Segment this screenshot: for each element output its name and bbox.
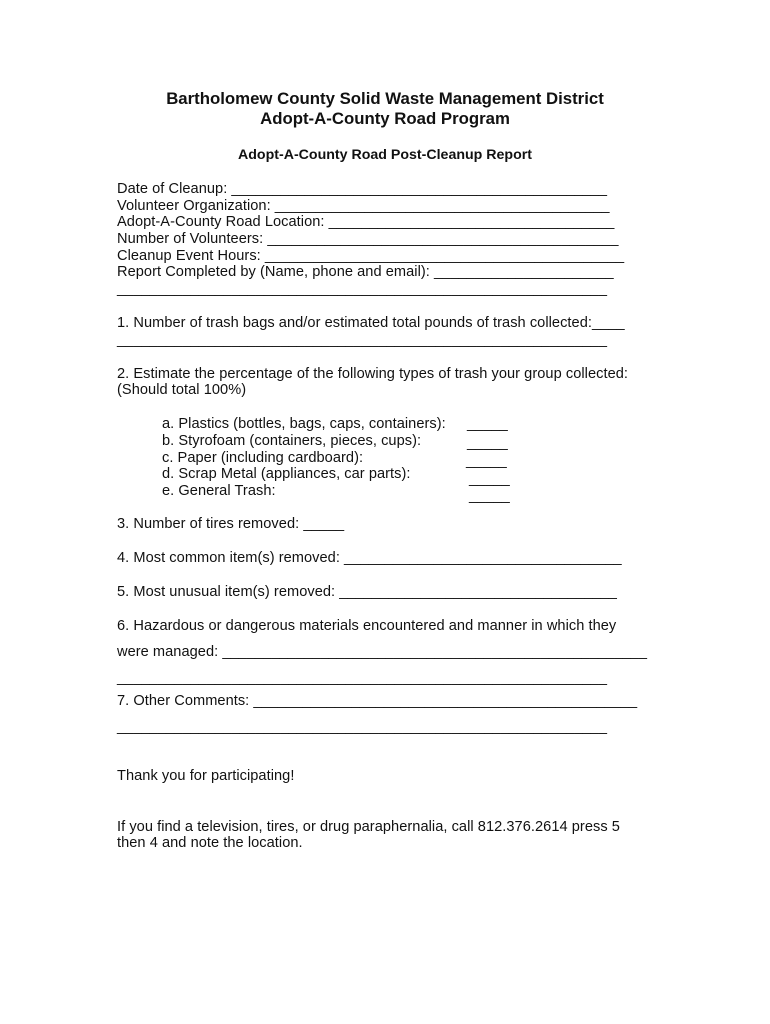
question-1-trash-bags[interactable]: 1. Number of trash bags and/or estimated total pounds of trash collected:____ xyxy=(117,315,625,331)
question-6-blank-line[interactable]: ____________________________________________________________ xyxy=(117,670,607,686)
question-5-most-unusual-items[interactable]: 5. Most unusual item(s) removed: __________________________________ xyxy=(117,584,617,600)
road-location-field[interactable]: Adopt-A-County Road Location: ___________________________________ xyxy=(117,214,615,230)
report-completed-by-field[interactable]: Report Completed by (Name, phone and email): ______________________ xyxy=(117,264,614,280)
question-7-blank-line[interactable]: ____________________________________________________________ xyxy=(117,719,607,735)
program-title: Adopt-A-County Road Program xyxy=(260,109,510,128)
trash-type-paper-label: c. Paper (including cardboard): xyxy=(162,450,364,466)
trash-type-plastics-blank[interactable]: _____ xyxy=(467,416,508,432)
trash-type-general-label: e. General Trash: xyxy=(162,483,276,499)
number-of-volunteers-field[interactable]: Number of Volunteers: ___________________________________________ xyxy=(117,231,619,247)
trash-type-styrofoam-label: b. Styrofoam (containers, pieces, cups): xyxy=(162,433,422,449)
question-6-hazardous-prompt: 6. Hazardous or dangerous materials encountered and manner in which they xyxy=(117,618,617,634)
question-4-most-common-items[interactable]: 4. Most common item(s) removed: __________________________________ xyxy=(117,550,622,566)
hotline-notice-line-1: If you find a television, tires, or drug paraphernalia, call 812.376.2614 press 5 xyxy=(117,819,620,835)
question-7-other-comments[interactable]: 7. Other Comments: _______________________________________________ xyxy=(117,693,638,709)
question-6-managed-field[interactable]: were managed: ____________________________________________________ xyxy=(117,644,647,660)
trash-type-scrap-metal-label: d. Scrap Metal (appliances, car parts): xyxy=(162,466,411,482)
question-1-blank-line[interactable]: ____________________________________________________________ xyxy=(117,332,607,348)
date-of-cleanup-field[interactable]: Date of Cleanup: ______________________________________________ xyxy=(117,181,608,197)
report-completed-by-continued-field[interactable]: ____________________________________________________________ xyxy=(117,281,607,297)
trash-type-paper-blank[interactable]: _____ xyxy=(466,453,507,469)
district-title: Bartholomew County Solid Waste Management District xyxy=(166,89,604,108)
hotline-notice-line-2: then 4 and note the location. xyxy=(117,835,303,851)
trash-type-styrofoam-blank[interactable]: _____ xyxy=(467,435,508,451)
question-2-note: (Should total 100%) xyxy=(117,382,247,398)
question-3-tires-removed[interactable]: 3. Number of tires removed: _____ xyxy=(117,516,345,532)
volunteer-organization-field[interactable]: Volunteer Organization: _________________________________________ xyxy=(117,198,610,214)
trash-type-scrap-metal-blank[interactable]: _____ xyxy=(469,471,510,487)
trash-type-plastics-label: a. Plastics (bottles, bags, caps, containers): xyxy=(162,416,446,432)
trash-type-general-blank[interactable]: _____ xyxy=(469,488,510,504)
cleanup-event-hours-field[interactable]: Cleanup Event Hours: ____________________________________________ xyxy=(117,248,625,264)
thank-you-message: Thank you for participating! xyxy=(117,768,295,784)
question-2-prompt: 2. Estimate the percentage of the following types of trash your group collected: xyxy=(117,366,629,382)
report-title: Adopt-A-County Road Post-Cleanup Report xyxy=(238,147,532,163)
